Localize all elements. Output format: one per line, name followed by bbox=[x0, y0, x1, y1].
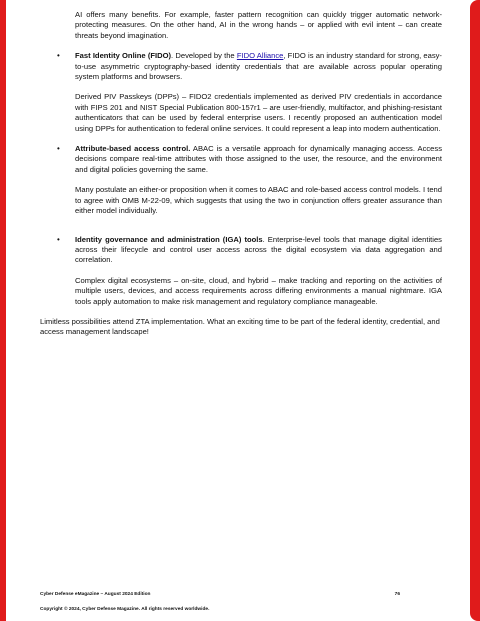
page-number: 76 bbox=[394, 592, 400, 597]
abac-text: ABAC is a versatile approach for dynamically managing access. Access decisions compare real-time attributes with those assigned to the user, the resource, and the environment and digital policies governing the same. bbox=[75, 144, 442, 174]
left-accent-bar bbox=[0, 0, 6, 621]
bullet-icon: • bbox=[57, 51, 60, 61]
fido-heading: Fast Identity Online (FIDO) bbox=[75, 51, 172, 61]
bullet-icon: • bbox=[57, 234, 60, 244]
fido-alliance-link[interactable]: FIDO Alliance bbox=[236, 51, 284, 61]
closing-paragraph: Limitless possibilities attend ZTA implementation. What an exciting time to be part of the federal identity, credential, and access management landscape! bbox=[40, 316, 440, 337]
list-item-iga bbox=[57, 234, 442, 266]
intro-paragraph: AI offers many benefits. For example, faster pattern recognition can quickly trigger automatic network-protecting measures. On the other hand, AI in the wrong hands – or applied with evil intent – can create threats beyond imagination. bbox=[75, 10, 442, 40]
fido-text-post: , FIDO is an industry standard for strong, easy-to-use asymmetric cryptography-based identity credentials that are available across popular operating system platforms and browsers. bbox=[75, 51, 442, 82]
bullet-icon: • bbox=[57, 144, 60, 154]
iga-heading: Identity governance and administration (IGA) tools bbox=[75, 234, 263, 244]
footer-copyright: Copyright © 2024, Cyber Defense Magazine. All rights reserved worldwide. bbox=[40, 607, 210, 612]
abac-heading: Attribute-based access control. bbox=[75, 144, 191, 154]
list-item-abac bbox=[57, 144, 442, 175]
rbac-paragraph: Many postulate an either-or proposition when it comes to ABAC and role-based access control models. I tend to agree with OMB M-22-09, which suggests that using the two in conjunction offers greater assurance than either model individually. bbox=[75, 185, 442, 216]
right-accent-bar bbox=[470, 0, 480, 621]
list-item-fido bbox=[57, 51, 442, 82]
article-body bbox=[40, 10, 442, 338]
footer-edition: Cyber Defense eMagazine – August 2024 Edition bbox=[40, 592, 151, 597]
dpp-paragraph: Derived PIV Passkeys (DPPs) – FIDO2 credentials implemented as derived PIV credentials in accordance with FIPS 201 and NIST Special Publication 800-157r1 – are user-friendly, multifactor, and phishing-resistant authenticators that can be used by federal enterprise users. I recently proposed an authentication model using DPPs for authentication to federal online services. It could represent a leap into modern authentication. bbox=[75, 92, 442, 133]
page-footer bbox=[40, 592, 400, 613]
complex-paragraph: Complex digital ecosystems – on-site, cloud, and hybrid – make tracking and reporting on the activities of multiple users, devices, and access requirements across differing environments a manual nightmare. IGA tools apply automation to make risk management and regulatory compliance manageable. bbox=[75, 275, 442, 306]
fido-text-pre: . Developed by the bbox=[171, 51, 237, 61]
iga-text: . Enterprise-level tools that manage digital identities across their lifecycle and control user access across the digital ecosystem via data aggregation and correlation. bbox=[75, 234, 442, 265]
